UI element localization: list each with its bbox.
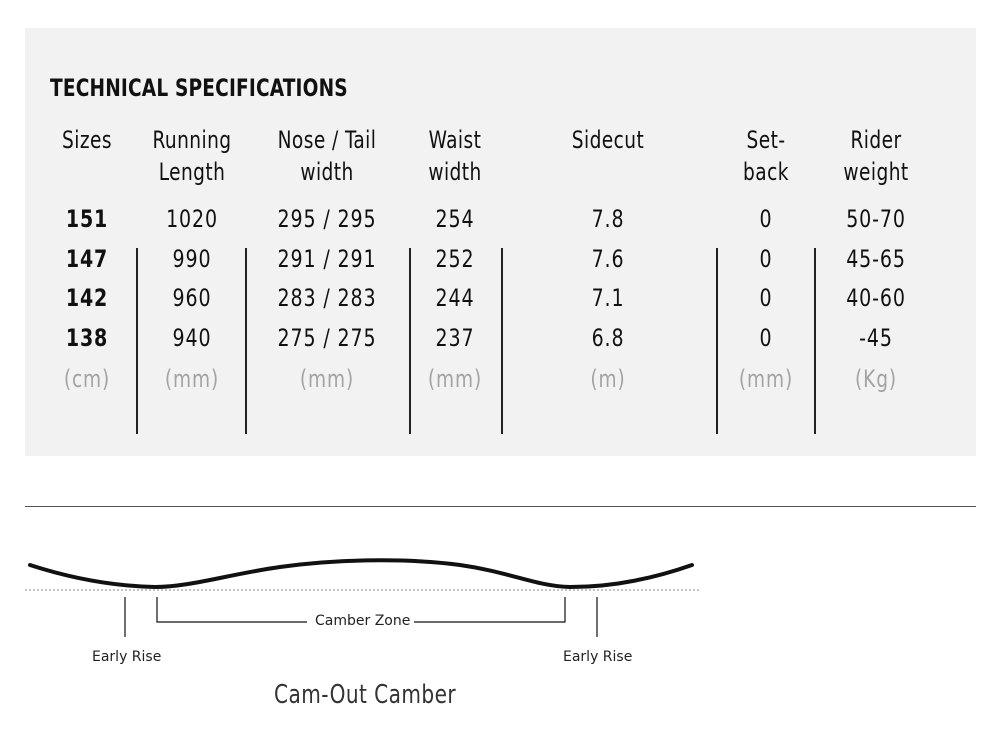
col-header: Set- back	[743, 126, 789, 186]
camber-zone-label: Camber Zone	[315, 613, 411, 629]
column-divider	[716, 248, 718, 434]
cell-waist-width: 254	[435, 205, 475, 233]
cell-waist-width: 244	[435, 284, 475, 312]
early-rise-right-label: Early Rise	[563, 649, 633, 665]
cell-setback: 0	[759, 323, 773, 352]
cell-setback: 0	[759, 205, 773, 233]
cell-sidecut: 6.8	[591, 323, 625, 352]
cell-waist-width: 252	[435, 244, 475, 273]
col-rider-weight	[831, 124, 921, 394]
col-header: Sizes	[62, 126, 112, 154]
col-nose-tail-width	[257, 124, 397, 394]
unit-label: (mm)	[427, 365, 483, 393]
column-divider	[409, 248, 411, 434]
cell-rider-weight: 45-65	[846, 244, 906, 273]
cell-rider-weight: 40-60	[846, 284, 906, 312]
col-sidecut	[558, 124, 658, 394]
cell-size: 151	[65, 205, 109, 233]
cell-sidecut: 7.8	[591, 205, 625, 233]
col-waist-width	[415, 124, 495, 394]
cell-rider-weight: 50-70	[846, 205, 906, 233]
col-header: Waist width	[428, 126, 482, 186]
unit-label: (mm)	[164, 365, 220, 393]
board-profile-curve	[30, 560, 692, 587]
col-sizes	[47, 124, 127, 394]
cell-setback: 0	[759, 244, 773, 273]
col-header: Sidecut	[571, 126, 645, 154]
column-divider	[814, 248, 816, 434]
early-rise-left-label: Early Rise	[92, 649, 162, 665]
unit-label: (m)	[590, 365, 626, 393]
cell-sidecut: 7.1	[591, 284, 625, 312]
cell-nose-tail-width: 291 / 291	[277, 244, 377, 273]
cell-size: 147	[65, 244, 109, 273]
section-divider	[25, 506, 976, 507]
col-setback	[726, 124, 806, 394]
camber-zone-bracket-left	[157, 597, 307, 622]
cell-setback: 0	[759, 284, 773, 312]
cell-running-length: 1020	[166, 205, 218, 233]
cell-rider-weight: -45	[859, 323, 893, 352]
col-header: Running Length	[152, 126, 232, 186]
spec-title: TECHNICAL SPECIFICATIONS	[50, 74, 348, 102]
column-divider	[245, 248, 247, 434]
cell-size: 142	[65, 284, 109, 312]
cell-waist-width: 237	[435, 323, 475, 352]
cell-running-length: 990	[172, 244, 212, 273]
spec-panel	[25, 28, 976, 456]
col-header: Nose / Tail width	[277, 126, 377, 186]
column-divider	[501, 248, 503, 434]
col-header: Rider weight	[843, 126, 909, 186]
cell-sidecut: 7.6	[591, 244, 625, 273]
camber-zone-bracket-right	[414, 597, 565, 622]
col-running-length	[142, 124, 242, 394]
unit-label: (mm)	[299, 365, 355, 393]
column-divider	[136, 248, 138, 434]
cell-size: 138	[65, 323, 109, 352]
unit-label: (cm)	[63, 365, 111, 393]
cell-running-length: 940	[172, 323, 212, 352]
cell-running-length: 960	[172, 284, 212, 312]
unit-label: (mm)	[738, 365, 794, 393]
unit-label: (Kg)	[855, 365, 897, 393]
cell-nose-tail-width: 295 / 295	[277, 205, 377, 233]
cell-nose-tail-width: 283 / 283	[277, 284, 377, 312]
cell-nose-tail-width: 275 / 275	[277, 323, 377, 352]
profile-name: Cam-Out Camber	[274, 680, 457, 710]
